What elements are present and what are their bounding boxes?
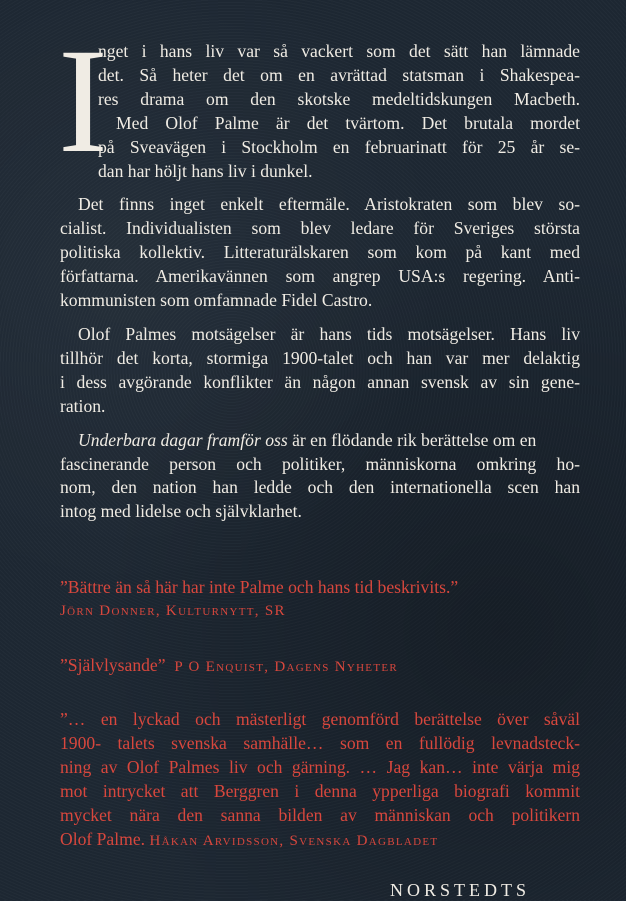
- text-line: dan har höljt hans liv i dunkel.: [98, 160, 313, 181]
- quote-attribution: Jörn Donner, Kulturnytt, SR: [60, 602, 286, 619]
- text-line: det. Så heter det om en avrättad statsman i Shakespea-: [98, 64, 580, 85]
- review-quote-1: [60, 576, 580, 624]
- paragraph-1: [60, 40, 580, 112]
- review-quote-3: [60, 708, 580, 853]
- paragraph-4: [60, 323, 580, 419]
- blurb-text: [60, 40, 580, 524]
- text-line: i dess avgörande konflikter än någon annan svensk av sin gene-: [60, 371, 580, 392]
- text-line: ration.: [60, 395, 106, 416]
- text-line: författarna. Amerikavännen som angrep USA:s regering. Anti-: [60, 266, 580, 287]
- quote-attribution: P O Enquist, Dagens Nyheter: [174, 659, 399, 675]
- quote-line: mycket nära den sanna bilden av människan och politikern: [60, 804, 580, 825]
- review-quote-2: [60, 654, 580, 680]
- quote-line: [60, 828, 580, 854]
- quote-line: ”… en lyckad och mästerligt genomförd berättelse över såväl: [60, 709, 580, 729]
- drop-cap: I: [58, 18, 108, 184]
- book-title: Underbara dagar framför oss: [78, 429, 288, 450]
- text-line: på Sveavägen i Stockholm en februarinatt för 25 år se-: [98, 136, 580, 157]
- quote-line: 1900- talets svenska samhälle… som en fullödig levnadsteck-: [60, 732, 580, 753]
- text-line: kommunisten som omfamnade Fidel Castro.: [60, 290, 373, 311]
- paragraph-3: [60, 193, 580, 313]
- quote-text: ”Självlysande”: [60, 655, 166, 675]
- text-line: Det finns inget enkelt eftermäle. Aristokraten som blev so-: [78, 194, 580, 215]
- text-line: nom, den nation han ledde och den internationella scen han: [60, 477, 580, 498]
- text-line: Med Olof Palme är det tvärtom. Det brutala mordet: [116, 112, 580, 133]
- quote-attribution: Håkan Arvidsson, Svenska Dagbladet: [149, 832, 439, 849]
- quote-text: ”Bättre än så här har inte Palme och hans tid beskrivits.”: [60, 577, 459, 597]
- text-line: cialist. Individualisten som blev ledare för Sveriges största: [60, 218, 580, 239]
- text-fragment: är en flödande rik berättelse om en: [287, 429, 537, 450]
- publisher-logo: NORSTEDTS: [390, 880, 531, 900]
- quote-text: Olof Palme.: [60, 828, 146, 849]
- text-line: intog med lidelse och självklarhet.: [60, 501, 302, 522]
- text-line: res drama om den skotske medeltidskungen Macbeth.: [98, 88, 580, 109]
- text-line: fascinerande person och politiker, människorna omkring ho-: [60, 453, 580, 474]
- paragraph-2: [60, 112, 580, 184]
- quote-line: [60, 654, 580, 680]
- text-line: [60, 429, 580, 453]
- text-line: tillhör det korta, stormiga 1900-talet och han var mer delaktig: [60, 347, 580, 368]
- quote-line: ning av Olof Palmes liv och gärning. … Jag kan… inte värja mig: [60, 756, 580, 777]
- text-line: nget i hans liv var så vackert som det sätt han lämnade: [98, 41, 580, 61]
- paragraph-5: [60, 429, 580, 525]
- text-line: politiska kollektiv. Litteraturälskaren som kom på kant med: [60, 242, 580, 263]
- text-line: Olof Palmes motsägelser är hans tids motsägelser. Hans liv: [78, 323, 580, 344]
- quote-line: mot intrycket att Berggren i denna ypperliga biografi kommit: [60, 780, 580, 801]
